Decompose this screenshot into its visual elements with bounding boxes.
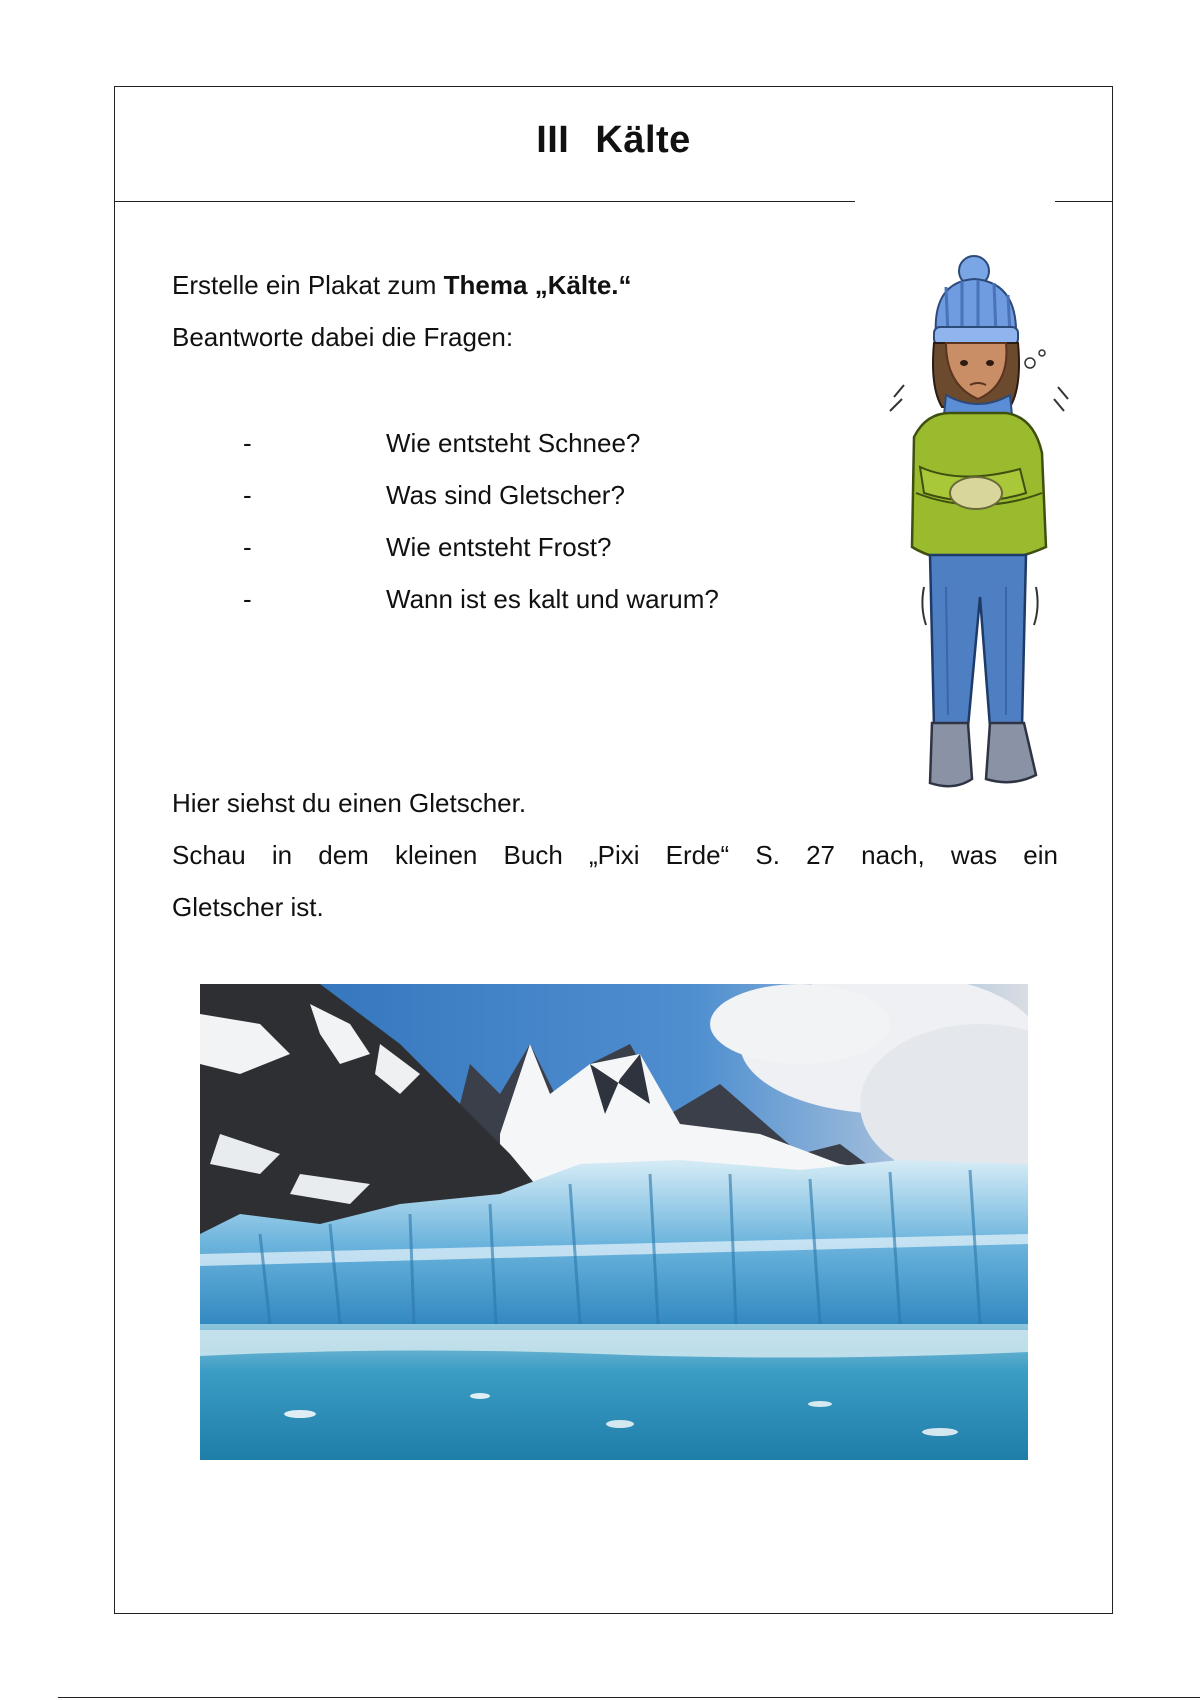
- list-dash: -: [243, 480, 252, 510]
- intro-topic: Thema „Kälte.“: [443, 270, 632, 300]
- intro-line-1: [172, 259, 632, 311]
- question-text: Wie entsteht Schnee?: [386, 428, 641, 458]
- worksheet-frame: [114, 86, 1113, 1614]
- intro-line-2: Beantworte dabei die Fragen:: [172, 322, 514, 352]
- question-text: Wann ist es kalt und warum?: [386, 584, 719, 614]
- glacier-text: [172, 777, 1058, 933]
- list-dash: -: [243, 584, 252, 614]
- glacier-photo: [200, 984, 1028, 1460]
- list-dash: -: [243, 532, 252, 562]
- glacier-line-1: Hier siehst du einen Gletscher.: [172, 788, 527, 818]
- question-text: Was sind Gletscher?: [386, 480, 625, 510]
- glacier-line-2: Schau in dem kleinen Buch „Pixi Erde“ S. 27 nach, was ein: [172, 840, 1058, 870]
- cold-girl-illustration: [850, 167, 1090, 807]
- glacier-line-3: Gletscher ist.: [172, 892, 324, 922]
- intro-prefix: Erstelle ein Plakat zum: [172, 270, 444, 300]
- question-text: Wie entsteht Frost?: [386, 532, 612, 562]
- intro-text: [172, 259, 632, 363]
- page-divider: [58, 1697, 1200, 1698]
- page-title: [115, 119, 1112, 162]
- chapter-number: III: [536, 119, 570, 161]
- chapter-title: Kälte: [595, 119, 691, 161]
- list-dash: -: [243, 428, 252, 458]
